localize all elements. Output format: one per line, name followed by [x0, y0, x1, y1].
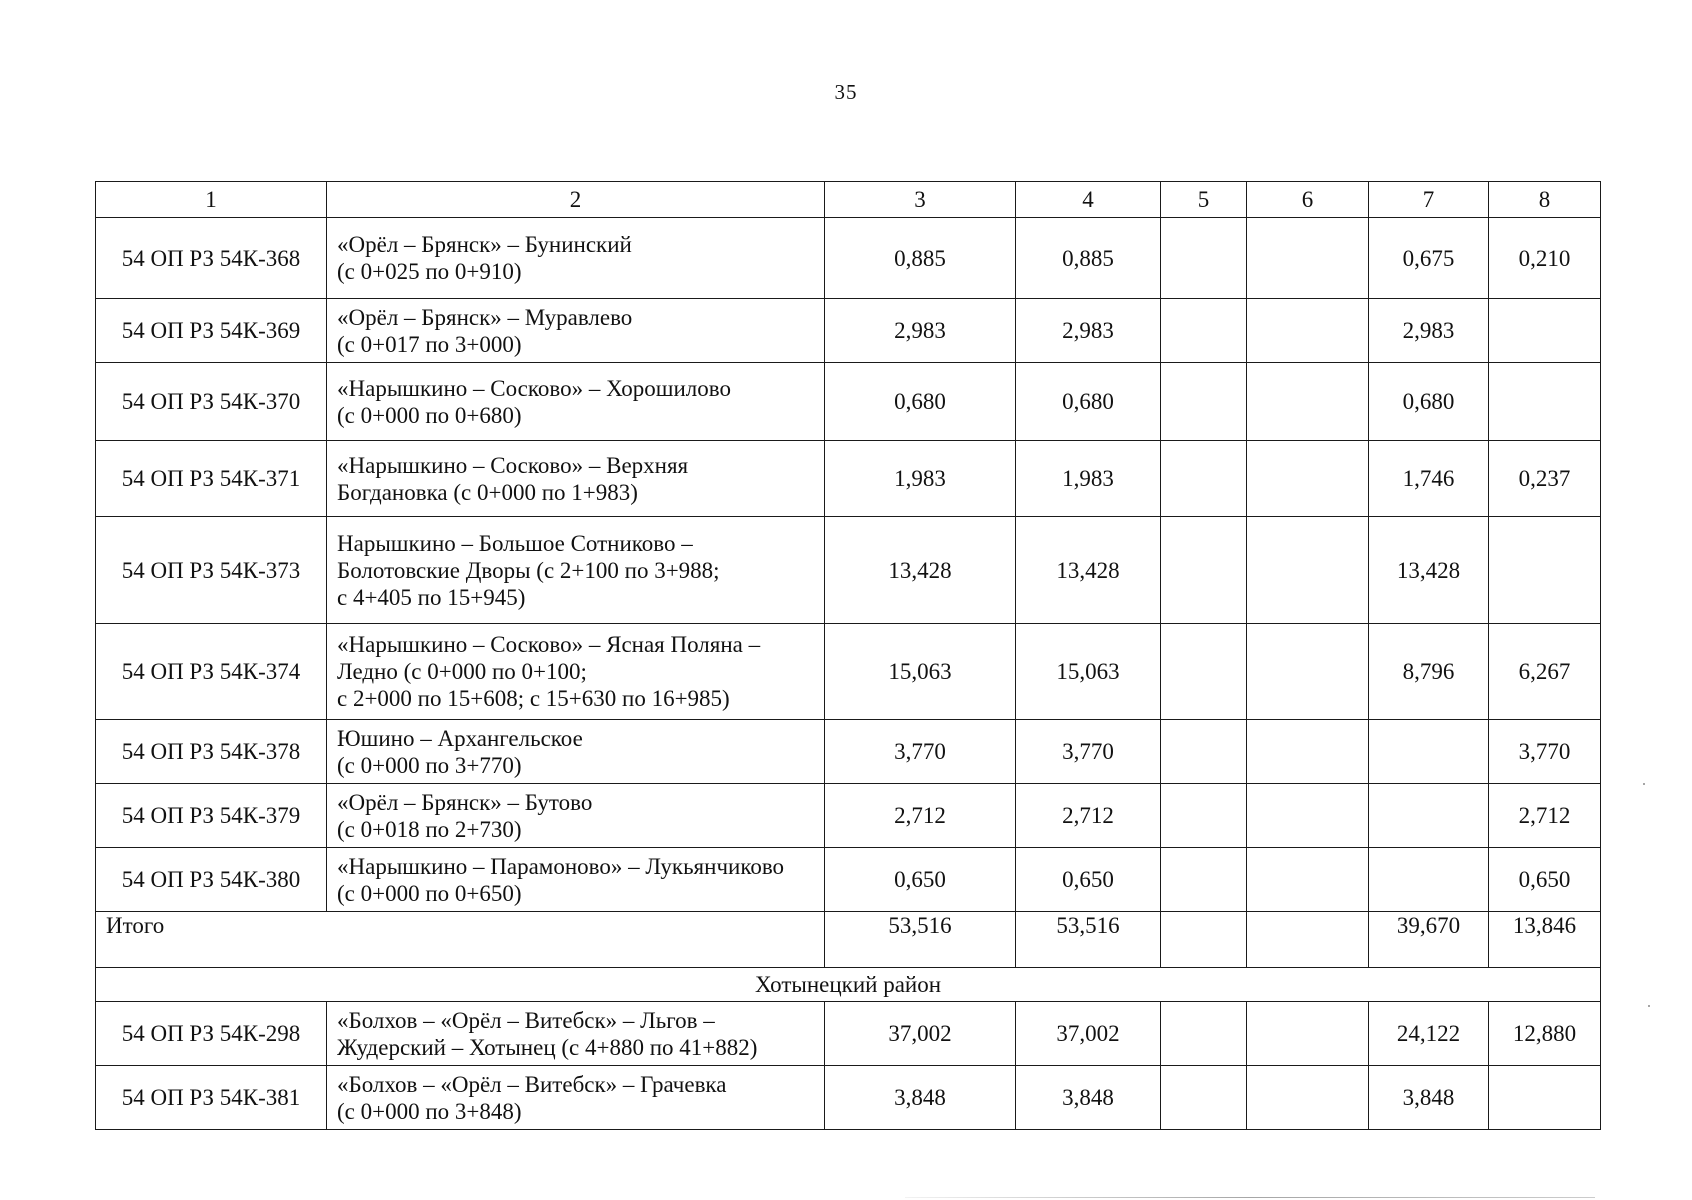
header-cell: 4	[1016, 182, 1161, 218]
value-cell-c6	[1247, 517, 1369, 624]
road-name-cell	[327, 1002, 825, 1066]
value-cell-c4: 15,063	[1016, 624, 1161, 720]
value-cell-c7	[1369, 784, 1489, 848]
value-cell-c8	[1489, 363, 1601, 441]
value-cell-c5	[1161, 848, 1247, 912]
road-code-cell: 54 ОП РЗ 54К-381	[96, 1066, 327, 1130]
total-value-c5	[1161, 912, 1247, 968]
value-cell-c6	[1247, 1002, 1369, 1066]
value-cell-c6	[1247, 784, 1369, 848]
value-cell-c5	[1161, 624, 1247, 720]
value-cell-c7: 8,796	[1369, 624, 1489, 720]
table-row	[96, 363, 1601, 441]
value-cell-c7: 13,428	[1369, 517, 1489, 624]
value-cell-c4: 3,770	[1016, 720, 1161, 784]
road-name-line: Болотовские Дворы (с 2+100 по 3+988;	[337, 557, 720, 583]
value-cell-c8: 0,237	[1489, 441, 1601, 517]
road-code-cell: 54 ОП РЗ 54К-368	[96, 218, 327, 299]
road-name-cell	[327, 720, 825, 784]
table-row	[96, 1002, 1601, 1066]
table-row	[96, 720, 1601, 784]
value-cell-c3: 3,848	[825, 1066, 1016, 1130]
value-cell-c8	[1489, 517, 1601, 624]
road-name-cell	[327, 299, 825, 363]
value-cell-c5	[1161, 363, 1247, 441]
value-cell-c3: 0,650	[825, 848, 1016, 912]
road-name-cell	[327, 784, 825, 848]
road-code-cell: 54 ОП РЗ 54К-298	[96, 1002, 327, 1066]
road-name-cell	[327, 363, 825, 441]
road-name-line: «Орёл – Брянск» – Бутово	[337, 789, 593, 815]
road-code-cell: 54 ОП РЗ 54К-374	[96, 624, 327, 720]
value-cell-c4: 2,712	[1016, 784, 1161, 848]
value-cell-c8: 12,880	[1489, 1002, 1601, 1066]
road-name-line: Нарышкино – Большое Сотниково –	[337, 530, 693, 556]
value-cell-c6	[1247, 363, 1369, 441]
value-cell-c4: 2,983	[1016, 299, 1161, 363]
table-row	[96, 1066, 1601, 1130]
road-code-cell: 54 ОП РЗ 54К-373	[96, 517, 327, 624]
road-length-table	[95, 181, 1601, 1130]
value-cell-c3: 37,002	[825, 1002, 1016, 1066]
value-cell-c3: 15,063	[825, 624, 1016, 720]
value-cell-c7	[1369, 720, 1489, 784]
total-label: Итого	[96, 912, 825, 968]
value-cell-c8: 0,650	[1489, 848, 1601, 912]
table-row	[96, 517, 1601, 624]
road-name-line: с 4+405 по 15+945)	[337, 584, 526, 610]
value-cell-c8: 0,210	[1489, 218, 1601, 299]
value-cell-c5	[1161, 517, 1247, 624]
value-cell-c7	[1369, 848, 1489, 912]
value-cell-c8: 3,770	[1489, 720, 1601, 784]
header-cell: 5	[1161, 182, 1247, 218]
table-body	[96, 182, 1601, 1130]
value-cell-c5	[1161, 720, 1247, 784]
road-code-cell: 54 ОП РЗ 54К-369	[96, 299, 327, 363]
value-cell-c4: 0,885	[1016, 218, 1161, 299]
value-cell-c6	[1247, 624, 1369, 720]
road-name-line: с 2+000 по 15+608; с 15+630 по 16+985)	[337, 686, 730, 711]
road-name-cell	[327, 517, 825, 624]
total-value-c6	[1247, 912, 1369, 968]
road-name-line: (с 0+000 по 0+650)	[337, 880, 522, 906]
value-cell-c6	[1247, 218, 1369, 299]
scan-speck	[1643, 783, 1645, 785]
value-cell-c8: 6,267	[1489, 624, 1601, 720]
table-row	[96, 624, 1601, 720]
total-value-c7: 39,670	[1369, 912, 1489, 968]
header-row	[96, 182, 1601, 218]
road-name-line: Богдановка (с 0+000 по 1+983)	[337, 479, 638, 505]
table-row	[96, 441, 1601, 517]
value-cell-c6	[1247, 848, 1369, 912]
road-name-line: (с 0+000 по 3+848)	[337, 1098, 522, 1124]
value-cell-c4: 37,002	[1016, 1002, 1161, 1066]
road-code-cell: 54 ОП РЗ 54К-378	[96, 720, 327, 784]
value-cell-c3: 3,770	[825, 720, 1016, 784]
value-cell-c3: 13,428	[825, 517, 1016, 624]
value-cell-c5	[1161, 1002, 1247, 1066]
road-name-line: «Нарышкино – Сосково» – Ясная Поляна –	[337, 632, 761, 657]
value-cell-c7: 2,983	[1369, 299, 1489, 363]
value-cell-c3: 0,885	[825, 218, 1016, 299]
road-name-line: Юшино – Архангельское	[337, 725, 583, 751]
value-cell-c3: 1,983	[825, 441, 1016, 517]
road-code-cell: 54 ОП РЗ 54К-370	[96, 363, 327, 441]
road-name-cell	[327, 218, 825, 299]
value-cell-c7: 3,848	[1369, 1066, 1489, 1130]
road-name-cell	[327, 624, 825, 720]
road-code-cell: 54 ОП РЗ 54К-380	[96, 848, 327, 912]
road-name-cell	[327, 441, 825, 517]
road-name-line: Жудерский – Хотынец (с 4+880 по 41+882)	[337, 1034, 758, 1060]
value-cell-c7: 0,675	[1369, 218, 1489, 299]
value-cell-c5	[1161, 1066, 1247, 1130]
district-header-row	[96, 968, 1601, 1002]
header-cell: 1	[96, 182, 327, 218]
road-name-line: (с 0+017 по 3+000)	[337, 331, 522, 357]
total-value-c8: 13,846	[1489, 912, 1601, 968]
road-name-line: «Орёл – Брянск» – Бунинский	[337, 232, 632, 257]
value-cell-c5	[1161, 784, 1247, 848]
value-cell-c5	[1161, 299, 1247, 363]
value-cell-c3: 2,712	[825, 784, 1016, 848]
road-code-cell: 54 ОП РЗ 54К-379	[96, 784, 327, 848]
table-row	[96, 784, 1601, 848]
header-cell: 6	[1247, 182, 1369, 218]
road-name-line: «Нарышкино – Сосково» – Хорошилово	[337, 375, 731, 401]
value-cell-c7: 0,680	[1369, 363, 1489, 441]
value-cell-c4: 0,650	[1016, 848, 1161, 912]
road-name-line: «Болхов – «Орёл – Витебск» – Льгов –	[337, 1007, 715, 1033]
road-code-cell: 54 ОП РЗ 54К-371	[96, 441, 327, 517]
scan-speck	[1648, 1005, 1650, 1007]
road-name-line: «Нарышкино – Сосково» – Верхняя	[337, 452, 689, 478]
value-cell-c4: 0,680	[1016, 363, 1161, 441]
road-name-cell	[327, 1066, 825, 1130]
value-cell-c8	[1489, 299, 1601, 363]
header-cell: 2	[327, 182, 825, 218]
scan-artifact-line	[905, 1197, 1595, 1198]
value-cell-c7: 24,122	[1369, 1002, 1489, 1066]
header-cell: 3	[825, 182, 1016, 218]
road-name-line: (с 0+000 по 3+770)	[337, 752, 522, 778]
page-number: 35	[834, 80, 858, 104]
value-cell-c6	[1247, 441, 1369, 517]
road-name-line: Ледно (с 0+000 по 0+100;	[337, 659, 587, 684]
road-name-line: «Нарышкино – Парамоново» – Лукьянчиково	[337, 853, 785, 879]
table-row	[96, 218, 1601, 299]
table-row	[96, 299, 1601, 363]
value-cell-c7: 1,746	[1369, 441, 1489, 517]
district-title: Хотынецкий район	[96, 968, 1601, 1002]
value-cell-c6	[1247, 299, 1369, 363]
value-cell-c4: 1,983	[1016, 441, 1161, 517]
value-cell-c5	[1161, 441, 1247, 517]
value-cell-c8: 2,712	[1489, 784, 1601, 848]
value-cell-c8	[1489, 1066, 1601, 1130]
total-value-c3: 53,516	[825, 912, 1016, 968]
total-value-c4: 53,516	[1016, 912, 1161, 968]
table-row	[96, 848, 1601, 912]
value-cell-c3: 2,983	[825, 299, 1016, 363]
road-name-line: (с 0+018 по 2+730)	[337, 816, 522, 842]
header-cell: 8	[1489, 182, 1601, 218]
total-row	[96, 912, 1601, 968]
road-name-line: (с 0+025 по 0+910)	[337, 259, 522, 284]
value-cell-c5	[1161, 218, 1247, 299]
road-name-line: «Орёл – Брянск» – Муравлево	[337, 304, 633, 330]
road-name-line: (с 0+000 по 0+680)	[337, 402, 522, 428]
header-cell: 7	[1369, 182, 1489, 218]
value-cell-c3: 0,680	[825, 363, 1016, 441]
value-cell-c6	[1247, 1066, 1369, 1130]
value-cell-c4: 13,428	[1016, 517, 1161, 624]
value-cell-c4: 3,848	[1016, 1066, 1161, 1130]
value-cell-c6	[1247, 720, 1369, 784]
road-name-cell	[327, 848, 825, 912]
road-name-line: «Болхов – «Орёл – Витебск» – Грачевка	[337, 1071, 727, 1097]
